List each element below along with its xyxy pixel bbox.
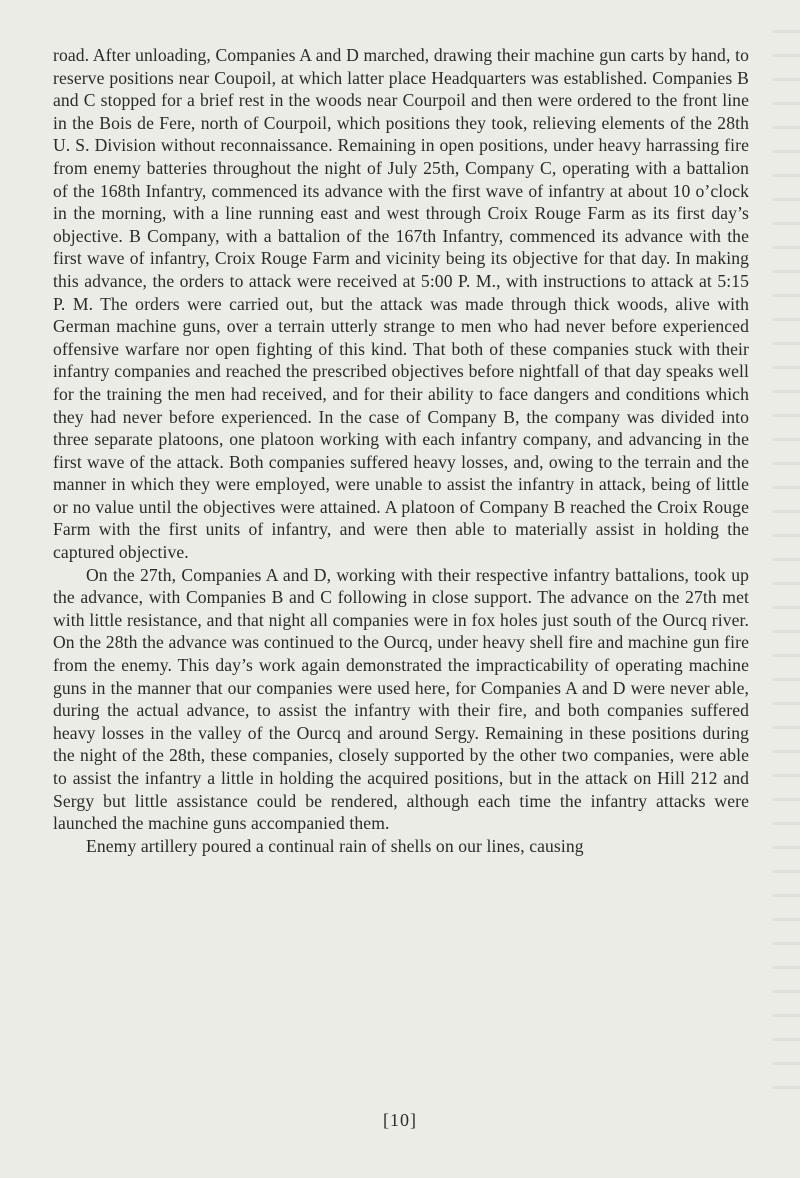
facing-page-bleed-through: [772, 30, 800, 1110]
body-text: [53, 44, 749, 857]
paragraph-3: Enemy artillery poured a continual rain of shells on our lines, causing: [86, 835, 584, 856]
paragraph-2: On the 27th, Companies A and D, working with their respective infantry battalions, took up the advance, with Companies B and C following in close support. The advance on the 27th met with little resistance, and that night all companies were in fox holes just south of the Ourcq river. On the 28th the advance was continued to the Ourcq, under heavy shell fire and machine gun fire from the enemy. This day’s work again demonstrated the impracticability of operating machine guns in the manner that our companies were used here, for Companies A and D were never able, during the actual advance, to assist the infantry with their fire, and both companies suffered heavy losses in the valley of the Ourcq and around Sergy. Remaining in these positions during the night of the 28th, these companies, closely supported by the other two companies, were able to assist the infantry a little in holding the acquired positions, but in the attack on Hill 212 and Sergy but little assistance could be rendered, although each time the infantry attacks were launched the machine guns accompanied them.: [53, 564, 749, 834]
paragraph-1: road. After unloading, Companies A and D marched, drawing their machine gun carts by hand, to reserve positions near Coupoil, at which latter place Headquarters was established. Companies B and C stopped for a brief rest in the woods near Courpoil and then were ordered to the front line in the Bois de Fere, north of Courpoil, which positions they took, relieving elements of the 28th U. S. Division without reconnaissance. Remaining in open positions, under heavy harrassing fire from enemy batteries throughout the night of July 25th, Company C, operating with a battalion of the 168th Infantry, commenced its advance with the first wave of infantry at about 10 o’clock in the morning, with a line running east and west through Croix Rouge Farm as its first day’s objective. B Company, with a battalion of the 167th Infantry, commenced its advance with the first wave of infantry, Croix Rouge Farm and vicinity being its objective for that day. In making this advance, the orders to attack were received at 5:00 P. M., with instructions to attack at 5:15 P. M. The orders were carried out, but the attack was made through thick woods, alive with German machine guns, over a terrain utterly strange to men who had never before experienced offensive warfare nor open fighting of this kind. That both of these companies stuck with their infantry companies and reached the prescribed objectives before nightfall of that day speaks well for the training the men had received, and for their ability to face dangers and conditions which they had never before experienced. In the case of Company B, the company was divided into three separate platoons, one platoon working with each infantry company, and advancing in the first wave of the attack. Both companies suffered heavy losses, and, owing to the terrain and the manner in which they were employed, were unable to assist the infantry in attack, being of little or no value until the objectives were attained. A platoon of Company B reached the Croix Rouge Farm with the first units of infantry, and were then able to materially assist in holding the captured objective.: [53, 45, 749, 563]
page-number: [10]: [383, 1110, 417, 1130]
